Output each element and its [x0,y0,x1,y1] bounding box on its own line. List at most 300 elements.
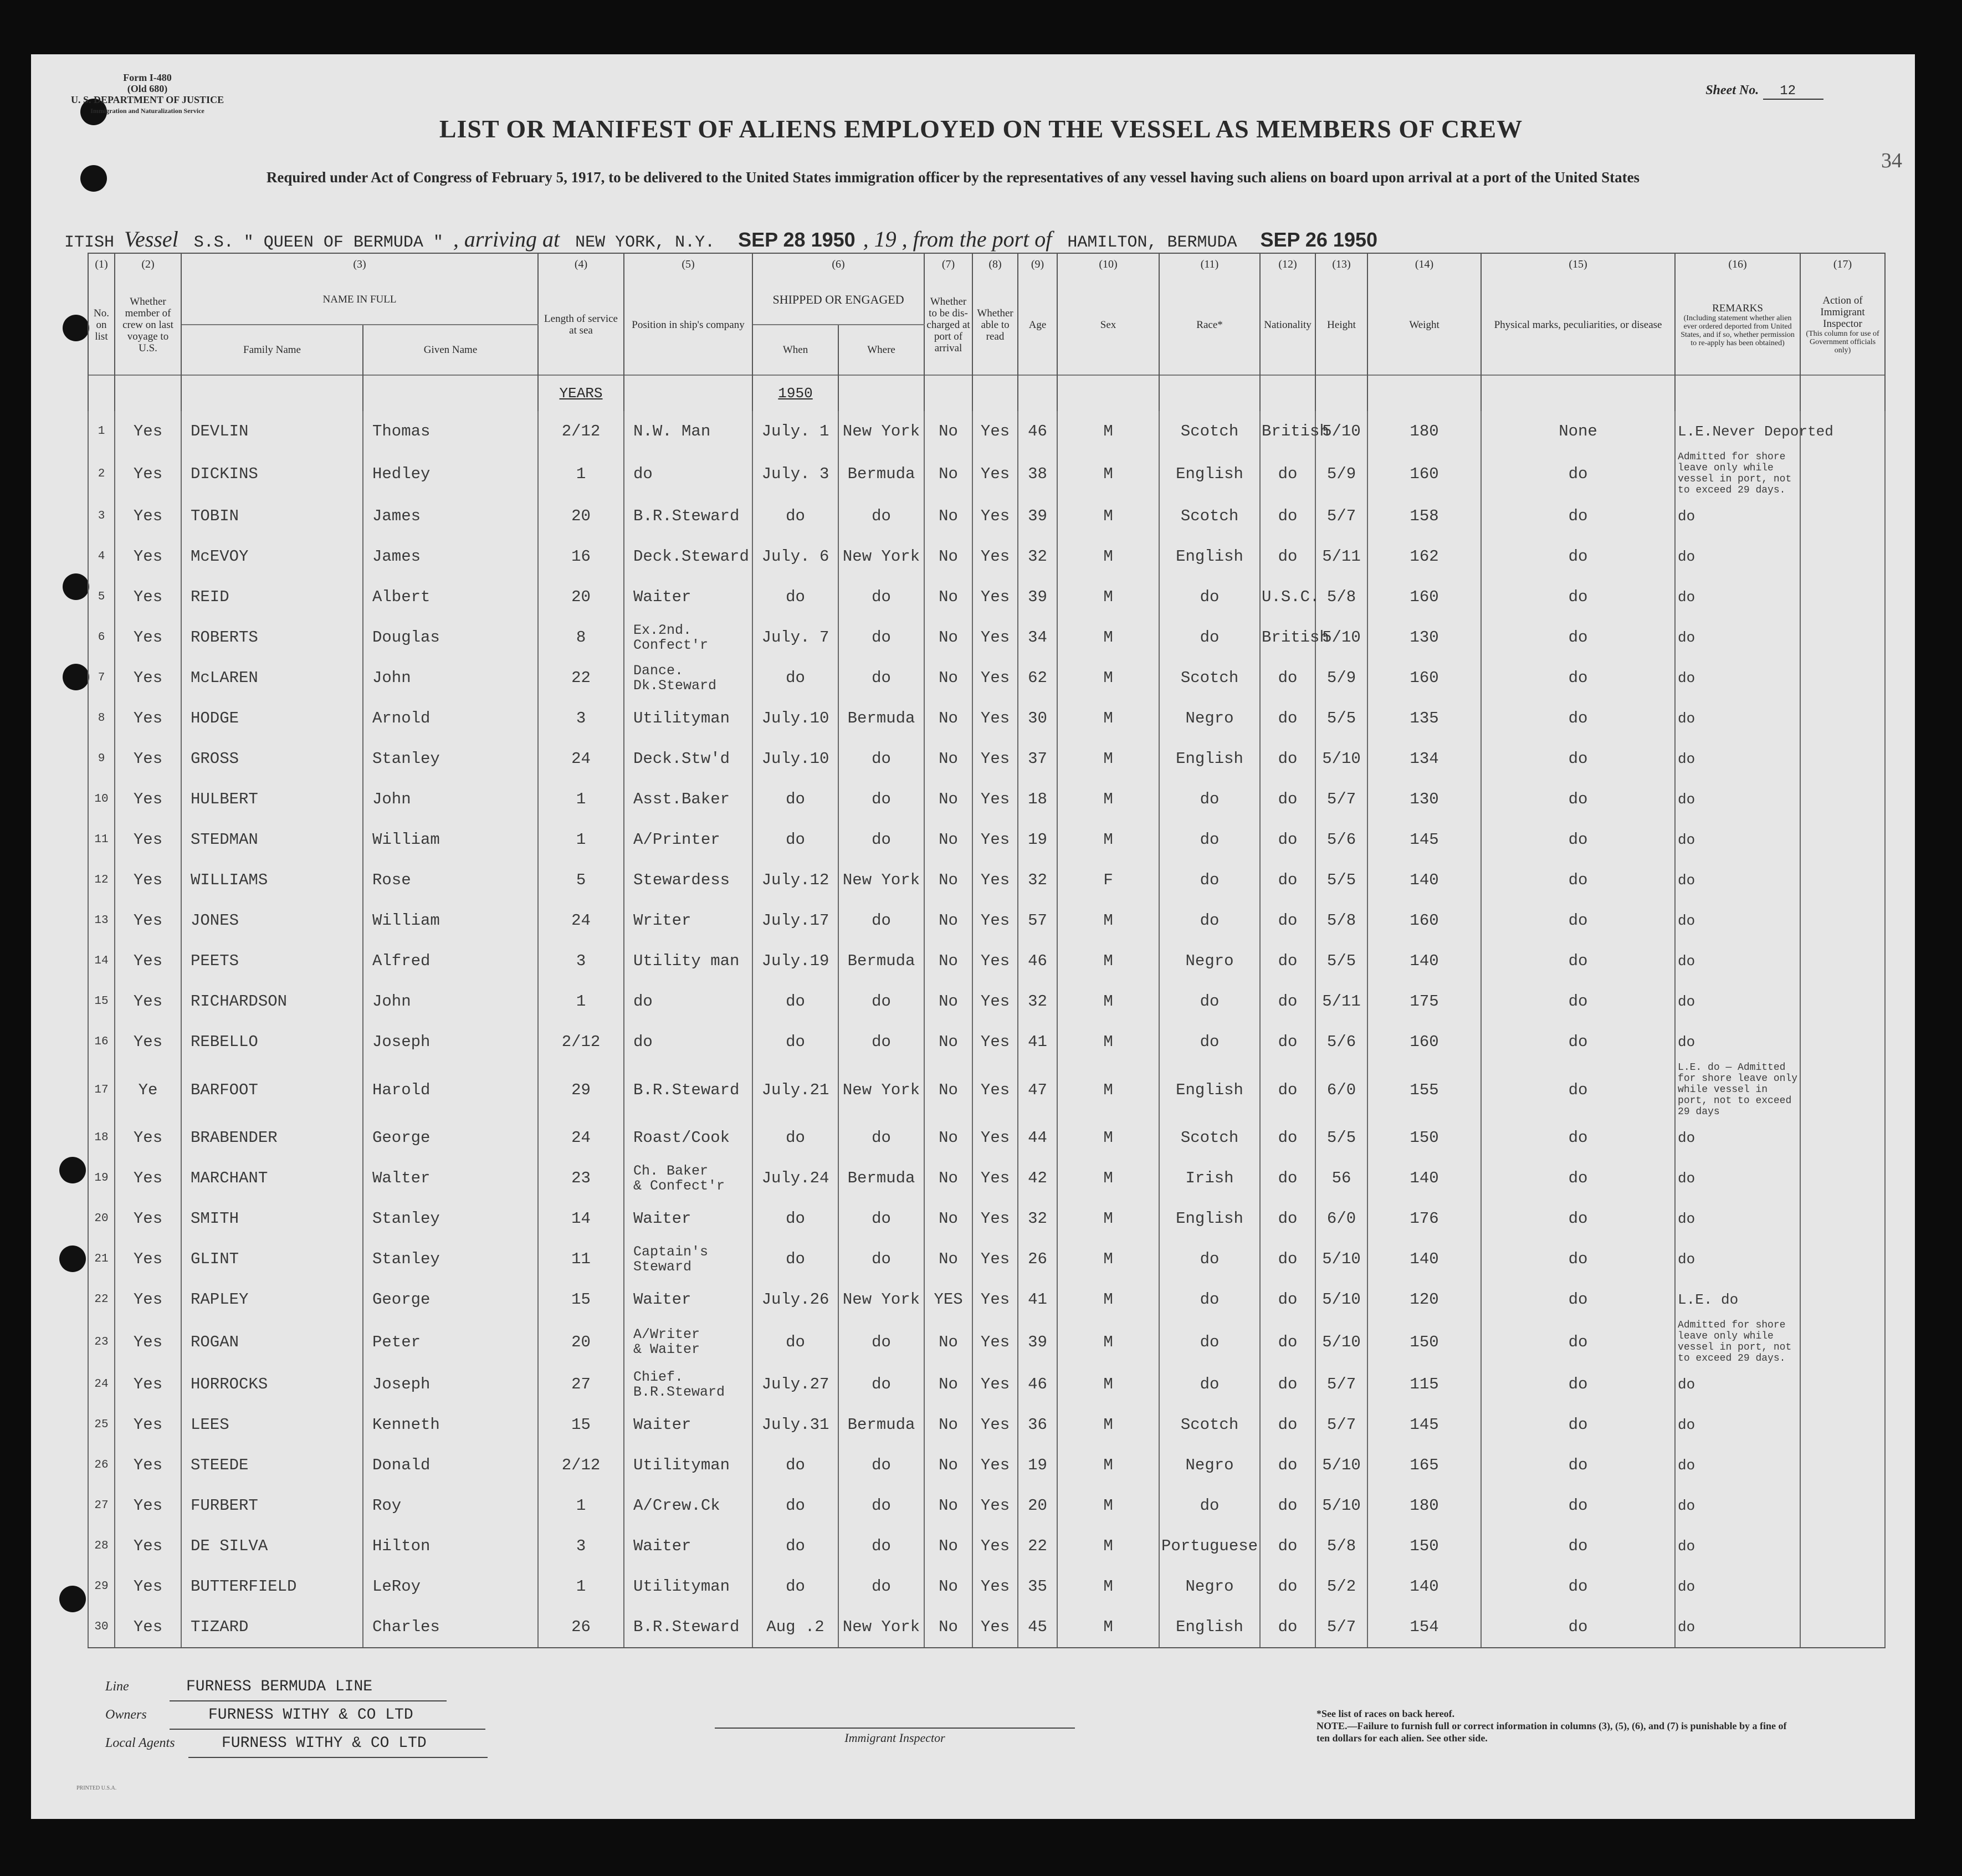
crew-sex-cell: M [1057,739,1159,779]
crew-given-cell: Stanley [363,1239,538,1279]
crew-position-cell: Chief. B.R.Steward [624,1364,752,1405]
crew-no-cell: 29 [88,1566,115,1607]
crew-height-cell: 5/6 [1315,1022,1367,1062]
crew-given-cell: Alfred [363,941,538,981]
crew-marks-cell: do [1481,1022,1675,1062]
crew-marks-cell: do [1481,577,1675,617]
crew-when-cell: July.10 [752,739,838,779]
crew-read-cell: Yes [972,739,1018,779]
crew-marks-cell: do [1481,860,1675,900]
column-header-row: No. on list Whether member of crew on last voyage to U.S. NAME IN FULL Length of service at sea Position in ship's company SHIPPED OR ENGAGED Whether to be dis-charged at port of arrival Whether able to read Age Sex Race* Nationality Height Weight Physical marks, peculiarities, or disease REMARKS (Including statement whether alien ever ordered deported from United States, and if so, whether permission to re-apply has been obtained) Action of Immigrant Inspector (This column for use of Government officials only) [88,275,1885,325]
crew-nationality-cell: do [1260,452,1315,496]
crew-sex-cell: F [1057,860,1159,900]
crew-age-cell: 62 [1018,658,1057,698]
crew-action-cell [1800,1320,1885,1364]
crew-table [88,253,1886,1648]
crew-member-cell: Yes [115,496,181,536]
crew-remarks-cell: do [1675,1364,1800,1405]
crew-read-cell: Yes [972,1158,1018,1198]
crew-weight-cell: 135 [1367,698,1481,739]
crew-read-cell: Yes [972,1062,1018,1118]
crew-remarks-cell: do [1675,1239,1800,1279]
crew-height-cell: 5/10 [1315,1485,1367,1526]
crew-row [88,1364,1885,1405]
crew-nationality-cell: British [1260,411,1315,452]
crew-given-cell: Walter [363,1158,538,1198]
crew-no-cell: 18 [88,1118,115,1158]
crew-service-cell: 8 [538,617,624,658]
crew-race-cell: Portuguese [1159,1526,1260,1566]
crew-member-cell: Yes [115,1198,181,1239]
crew-age-cell: 18 [1018,779,1057,819]
crew-where-cell: Bermuda [838,452,924,496]
crew-read-cell: Yes [972,1198,1018,1239]
crew-action-cell [1800,779,1885,819]
crew-read-cell: Yes [972,819,1018,860]
crew-remarks-cell: do [1675,1485,1800,1526]
column-number-row: (1) (2) (3) (4) (5) (6) (7) (8) (9) (10) (11) (12) (13) (14) (15) (16) (17) [88,253,1885,275]
crew-weight-cell: 160 [1367,577,1481,617]
crew-action-cell [1800,1566,1885,1607]
crew-position-cell: Waiter [624,577,752,617]
crew-service-cell: 2/12 [538,1022,624,1062]
crew-row [88,1526,1885,1566]
crew-no-cell: 28 [88,1526,115,1566]
crew-position-cell: N.W. Man [624,411,752,452]
crew-height-cell: 5/11 [1315,536,1367,577]
crew-weight-cell: 134 [1367,739,1481,779]
crew-read-cell: Yes [972,1445,1018,1485]
crew-discharged-cell: No [924,1320,972,1364]
crew-age-cell: 44 [1018,1118,1057,1158]
crew-read-cell: Yes [972,536,1018,577]
crew-action-cell [1800,1198,1885,1239]
crew-position-cell: Utilityman [624,1566,752,1607]
crew-weight-cell: 120 [1367,1279,1481,1320]
crew-when-cell: do [752,1445,838,1485]
crew-marks-cell: do [1481,1405,1675,1445]
sheet-number: Sheet No. 12 [1705,83,1823,99]
crew-marks-cell: do [1481,1445,1675,1485]
crew-height-cell: 5/10 [1315,617,1367,658]
crew-race-cell: do [1159,577,1260,617]
crew-member-cell: Yes [115,900,181,941]
crew-race-cell: do [1159,981,1260,1022]
crew-no-cell: 11 [88,819,115,860]
page-number: 34 [1881,149,1902,172]
crew-marks-cell: do [1481,900,1675,941]
crew-position-cell: Writer [624,900,752,941]
crew-height-cell: 5/10 [1315,1239,1367,1279]
crew-action-cell [1800,1118,1885,1158]
crew-given-cell: William [363,900,538,941]
crew-sex-cell: M [1057,1405,1159,1445]
crew-position-cell: Asst.Baker [624,779,752,819]
crew-when-cell: July.24 [752,1158,838,1198]
crew-height-cell: 5/8 [1315,1526,1367,1566]
crew-sex-cell: M [1057,1364,1159,1405]
crew-no-cell: 7 [88,658,115,698]
crew-when-cell: do [752,779,838,819]
crew-family-cell: BARFOOT [181,1062,363,1118]
crew-race-cell: do [1159,1485,1260,1526]
crew-weight-cell: 150 [1367,1320,1481,1364]
crew-row [88,941,1885,981]
crew-race-cell: Irish [1159,1158,1260,1198]
crew-discharged-cell: No [924,452,972,496]
crew-marks-cell: do [1481,941,1675,981]
crew-row [88,981,1885,1022]
crew-height-cell: 5/10 [1315,1320,1367,1364]
crew-action-cell [1800,1239,1885,1279]
crew-given-cell: William [363,819,538,860]
crew-action-cell [1800,536,1885,577]
crew-marks-cell: do [1481,819,1675,860]
crew-marks-cell: do [1481,1062,1675,1118]
crew-family-cell: STEEDE [181,1445,363,1485]
crew-nationality-cell: U.S.C. [1260,577,1315,617]
shipping-line-info: Line FURNESS BERMUDA LINE Owners FURNESS WITHY & CO LTD Local Agents FURNESS WITHY & CO LTD [105,1673,488,1758]
crew-when-cell: do [752,1239,838,1279]
crew-given-cell: James [363,536,538,577]
crew-where-cell: do [838,496,924,536]
crew-no-cell: 17 [88,1062,115,1118]
crew-weight-cell: 162 [1367,536,1481,577]
crew-height-cell: 5/8 [1315,900,1367,941]
crew-when-cell: July.19 [752,941,838,981]
crew-sex-cell: M [1057,577,1159,617]
crew-where-cell: New York [838,1062,924,1118]
crew-given-cell: Harold [363,1062,538,1118]
crew-read-cell: Yes [972,452,1018,496]
crew-when-cell: do [752,577,838,617]
crew-sex-cell: M [1057,1062,1159,1118]
crew-discharged-cell: No [924,1485,972,1526]
crew-nationality-cell: do [1260,1526,1315,1566]
crew-where-cell: do [838,1198,924,1239]
crew-position-cell: Ch. Baker & Confect'r [624,1158,752,1198]
crew-service-cell: 20 [538,577,624,617]
crew-remarks-cell: do [1675,698,1800,739]
crew-where-cell: do [838,617,924,658]
crew-remarks-cell: L.E.Never Deported [1675,411,1800,452]
crew-discharged-cell: No [924,577,972,617]
crew-discharged-cell: No [924,900,972,941]
crew-race-cell: do [1159,819,1260,860]
crew-member-cell: Yes [115,739,181,779]
crew-action-cell [1800,1405,1885,1445]
immigrant-inspector-signature-line: Immigrant Inspector [715,1728,1075,1745]
crew-row [88,1062,1885,1118]
crew-remarks-cell: do [1675,617,1800,658]
crew-row [88,1320,1885,1364]
crew-remarks-cell: do [1675,739,1800,779]
crew-age-cell: 26 [1018,1239,1057,1279]
crew-service-cell: 1 [538,452,624,496]
crew-row [88,536,1885,577]
crew-where-cell: do [838,1320,924,1364]
crew-height-cell: 5/5 [1315,860,1367,900]
crew-member-cell: Ye [115,1062,181,1118]
crew-read-cell: Yes [972,658,1018,698]
crew-marks-cell: do [1481,1526,1675,1566]
crew-action-cell [1800,617,1885,658]
vessel-line: ITISH Vessel S.S. " QUEEN OF BERMUDA " , arriving at NEW YORK, N.Y. SEP 28 1950 , 19 , from the port of HAMILTON, BERMUDA SEP 26 1950 [64,227,1378,252]
crew-sex-cell: M [1057,1485,1159,1526]
crew-marks-cell: do [1481,1198,1675,1239]
crew-service-cell: 29 [538,1062,624,1118]
crew-no-cell: 13 [88,900,115,941]
crew-family-cell: DICKINS [181,452,363,496]
crew-where-cell: New York [838,860,924,900]
crew-marks-cell: do [1481,1320,1675,1364]
crew-sex-cell: M [1057,941,1159,981]
crew-action-cell [1800,1526,1885,1566]
crew-service-cell: 1 [538,1485,624,1526]
punch-hole [63,573,89,600]
crew-sex-cell: M [1057,411,1159,452]
crew-where-cell: do [838,1526,924,1566]
crew-no-cell: 5 [88,577,115,617]
crew-when-cell: July. 7 [752,617,838,658]
crew-race-cell: Negro [1159,1566,1260,1607]
crew-family-cell: STEDMAN [181,819,363,860]
crew-age-cell: 47 [1018,1062,1057,1118]
punch-hole [59,1245,86,1272]
crew-family-cell: HORROCKS [181,1364,363,1405]
crew-sex-cell: M [1057,981,1159,1022]
crew-discharged-cell: No [924,1198,972,1239]
crew-service-cell: 3 [538,941,624,981]
crew-action-cell [1800,819,1885,860]
crew-remarks-cell: L.E. do — Admitted for shore leave only while vessel in port, not to exceed 29 days [1675,1062,1800,1118]
crew-weight-cell: 155 [1367,1062,1481,1118]
crew-read-cell: Yes [972,496,1018,536]
crew-member-cell: Yes [115,1364,181,1405]
crew-service-cell: 16 [538,536,624,577]
crew-marks-cell: do [1481,1566,1675,1607]
crew-age-cell: 20 [1018,1485,1057,1526]
crew-when-cell: do [752,658,838,698]
crew-family-cell: JONES [181,900,363,941]
crew-service-cell: 1 [538,1566,624,1607]
crew-weight-cell: 160 [1367,452,1481,496]
crew-when-cell: do [752,1526,838,1566]
crew-age-cell: 41 [1018,1279,1057,1320]
crew-member-cell: Yes [115,617,181,658]
crew-row [88,658,1885,698]
crew-nationality-cell: do [1260,1158,1315,1198]
crew-member-cell: Yes [115,1320,181,1364]
crew-no-cell: 26 [88,1445,115,1485]
crew-where-cell: do [838,1118,924,1158]
crew-row [88,1445,1885,1485]
crew-remarks-cell: do [1675,536,1800,577]
crew-row [88,779,1885,819]
crew-given-cell: Hedley [363,452,538,496]
crew-no-cell: 16 [88,1022,115,1062]
crew-discharged-cell: No [924,981,972,1022]
crew-weight-cell: 180 [1367,1485,1481,1526]
crew-weight-cell: 145 [1367,1405,1481,1445]
crew-height-cell: 5/8 [1315,577,1367,617]
crew-race-cell: do [1159,900,1260,941]
crew-position-cell: A/Writer & Waiter [624,1320,752,1364]
crew-row [88,1022,1885,1062]
crew-nationality-cell: do [1260,1364,1315,1405]
crew-race-cell: Scotch [1159,658,1260,698]
crew-member-cell: Yes [115,1118,181,1158]
crew-weight-cell: 130 [1367,617,1481,658]
crew-service-cell: 24 [538,739,624,779]
crew-remarks-cell: Admitted for shore leave only while vessel in port, not to exceed 29 days. [1675,452,1800,496]
crew-height-cell: 5/5 [1315,1118,1367,1158]
crew-where-cell: do [838,1566,924,1607]
crew-remarks-cell: do [1675,1607,1800,1648]
crew-service-cell: 15 [538,1405,624,1445]
crew-race-cell: do [1159,1364,1260,1405]
crew-nationality-cell: do [1260,739,1315,779]
crew-position-cell: Utility man [624,941,752,981]
crew-race-cell: do [1159,1279,1260,1320]
crew-family-cell: TIZARD [181,1607,363,1648]
crew-read-cell: Yes [972,1526,1018,1566]
crew-read-cell: Yes [972,698,1018,739]
crew-race-cell: Negro [1159,1445,1260,1485]
crew-nationality-cell: do [1260,1118,1315,1158]
crew-where-cell: New York [838,1607,924,1648]
crew-race-cell: do [1159,779,1260,819]
crew-nationality-cell: do [1260,658,1315,698]
crew-no-cell: 30 [88,1607,115,1648]
crew-height-cell: 5/10 [1315,411,1367,452]
crew-no-cell: 15 [88,981,115,1022]
crew-when-cell: July.21 [752,1062,838,1118]
crew-position-cell: Dance. Dk.Steward [624,658,752,698]
crew-discharged-cell: No [924,658,972,698]
crew-height-cell: 5/7 [1315,1405,1367,1445]
crew-remarks-cell: do [1675,577,1800,617]
crew-when-cell: July. 6 [752,536,838,577]
crew-row [88,698,1885,739]
crew-family-cell: TOBIN [181,496,363,536]
crew-read-cell: Yes [972,981,1018,1022]
crew-action-cell [1800,1158,1885,1198]
crew-member-cell: Yes [115,941,181,981]
crew-service-cell: 5 [538,860,624,900]
crew-position-cell: do [624,981,752,1022]
crew-given-cell: John [363,658,538,698]
crew-read-cell: Yes [972,941,1018,981]
crew-member-cell: Yes [115,1566,181,1607]
crew-when-cell: do [752,1198,838,1239]
crew-weight-cell: 150 [1367,1118,1481,1158]
crew-row [88,860,1885,900]
crew-weight-cell: 180 [1367,411,1481,452]
document-subtitle: Required under Act of Congress of February 5, 1917, to be delivered to the United States immigration officer by the representatives of any vessel having such aliens on board upon arrival at a port of the United States [266,169,1640,186]
crew-read-cell: Yes [972,860,1018,900]
crew-read-cell: Yes [972,1118,1018,1158]
crew-position-cell: Waiter [624,1405,752,1445]
crew-sex-cell: M [1057,1607,1159,1648]
crew-row [88,1485,1885,1526]
crew-family-cell: RICHARDSON [181,981,363,1022]
crew-marks-cell: None [1481,411,1675,452]
crew-age-cell: 46 [1018,941,1057,981]
crew-height-cell: 5/10 [1315,739,1367,779]
crew-age-cell: 34 [1018,617,1057,658]
crew-member-cell: Yes [115,860,181,900]
crew-nationality-cell: do [1260,1405,1315,1445]
crew-age-cell: 32 [1018,981,1057,1022]
crew-position-cell: Utilityman [624,698,752,739]
crew-given-cell: Roy [363,1485,538,1526]
crew-discharged-cell: No [924,1118,972,1158]
crew-family-cell: DEVLIN [181,411,363,452]
crew-row [88,496,1885,536]
crew-height-cell: 5/10 [1315,1445,1367,1485]
crew-height-cell: 5/7 [1315,1607,1367,1648]
crew-sex-cell: M [1057,1022,1159,1062]
crew-position-cell: A/Printer [624,819,752,860]
crew-read-cell: Yes [972,1405,1018,1445]
crew-remarks-cell: do [1675,1526,1800,1566]
crew-member-cell: Yes [115,1485,181,1526]
crew-given-cell: Arnold [363,698,538,739]
crew-marks-cell: do [1481,658,1675,698]
crew-no-cell: 25 [88,1405,115,1445]
crew-discharged-cell: No [924,1405,972,1445]
crew-where-cell: do [838,819,924,860]
crew-where-cell: Bermuda [838,1405,924,1445]
crew-race-cell: Scotch [1159,1405,1260,1445]
crew-no-cell: 14 [88,941,115,981]
crew-no-cell: 6 [88,617,115,658]
crew-age-cell: 42 [1018,1158,1057,1198]
crew-discharged-cell: YES [924,1279,972,1320]
crew-weight-cell: 140 [1367,1158,1481,1198]
crew-race-cell: do [1159,1239,1260,1279]
crew-given-cell: John [363,981,538,1022]
crew-nationality-cell: do [1260,1062,1315,1118]
crew-position-cell: do [624,452,752,496]
crew-row [88,452,1885,496]
crew-remarks-cell: do [1675,819,1800,860]
crew-nationality-cell: do [1260,900,1315,941]
crew-row [88,1607,1885,1648]
crew-position-cell: Ex.2nd. Confect'r [624,617,752,658]
crew-position-cell: Stewardess [624,860,752,900]
crew-discharged-cell: No [924,819,972,860]
crew-race-cell: Scotch [1159,1118,1260,1158]
crew-weight-cell: 176 [1367,1198,1481,1239]
crew-age-cell: 35 [1018,1566,1057,1607]
crew-action-cell [1800,900,1885,941]
crew-given-cell: Douglas [363,617,538,658]
crew-sex-cell: M [1057,1279,1159,1320]
crew-sex-cell: M [1057,819,1159,860]
crew-sex-cell: M [1057,1118,1159,1158]
crew-remarks-cell: do [1675,779,1800,819]
crew-where-cell: do [838,1364,924,1405]
crew-where-cell: do [838,739,924,779]
crew-nationality-cell: do [1260,698,1315,739]
crew-read-cell: Yes [972,411,1018,452]
crew-remarks-cell: do [1675,496,1800,536]
crew-weight-cell: 165 [1367,1445,1481,1485]
crew-age-cell: 46 [1018,411,1057,452]
crew-when-cell: July.26 [752,1279,838,1320]
